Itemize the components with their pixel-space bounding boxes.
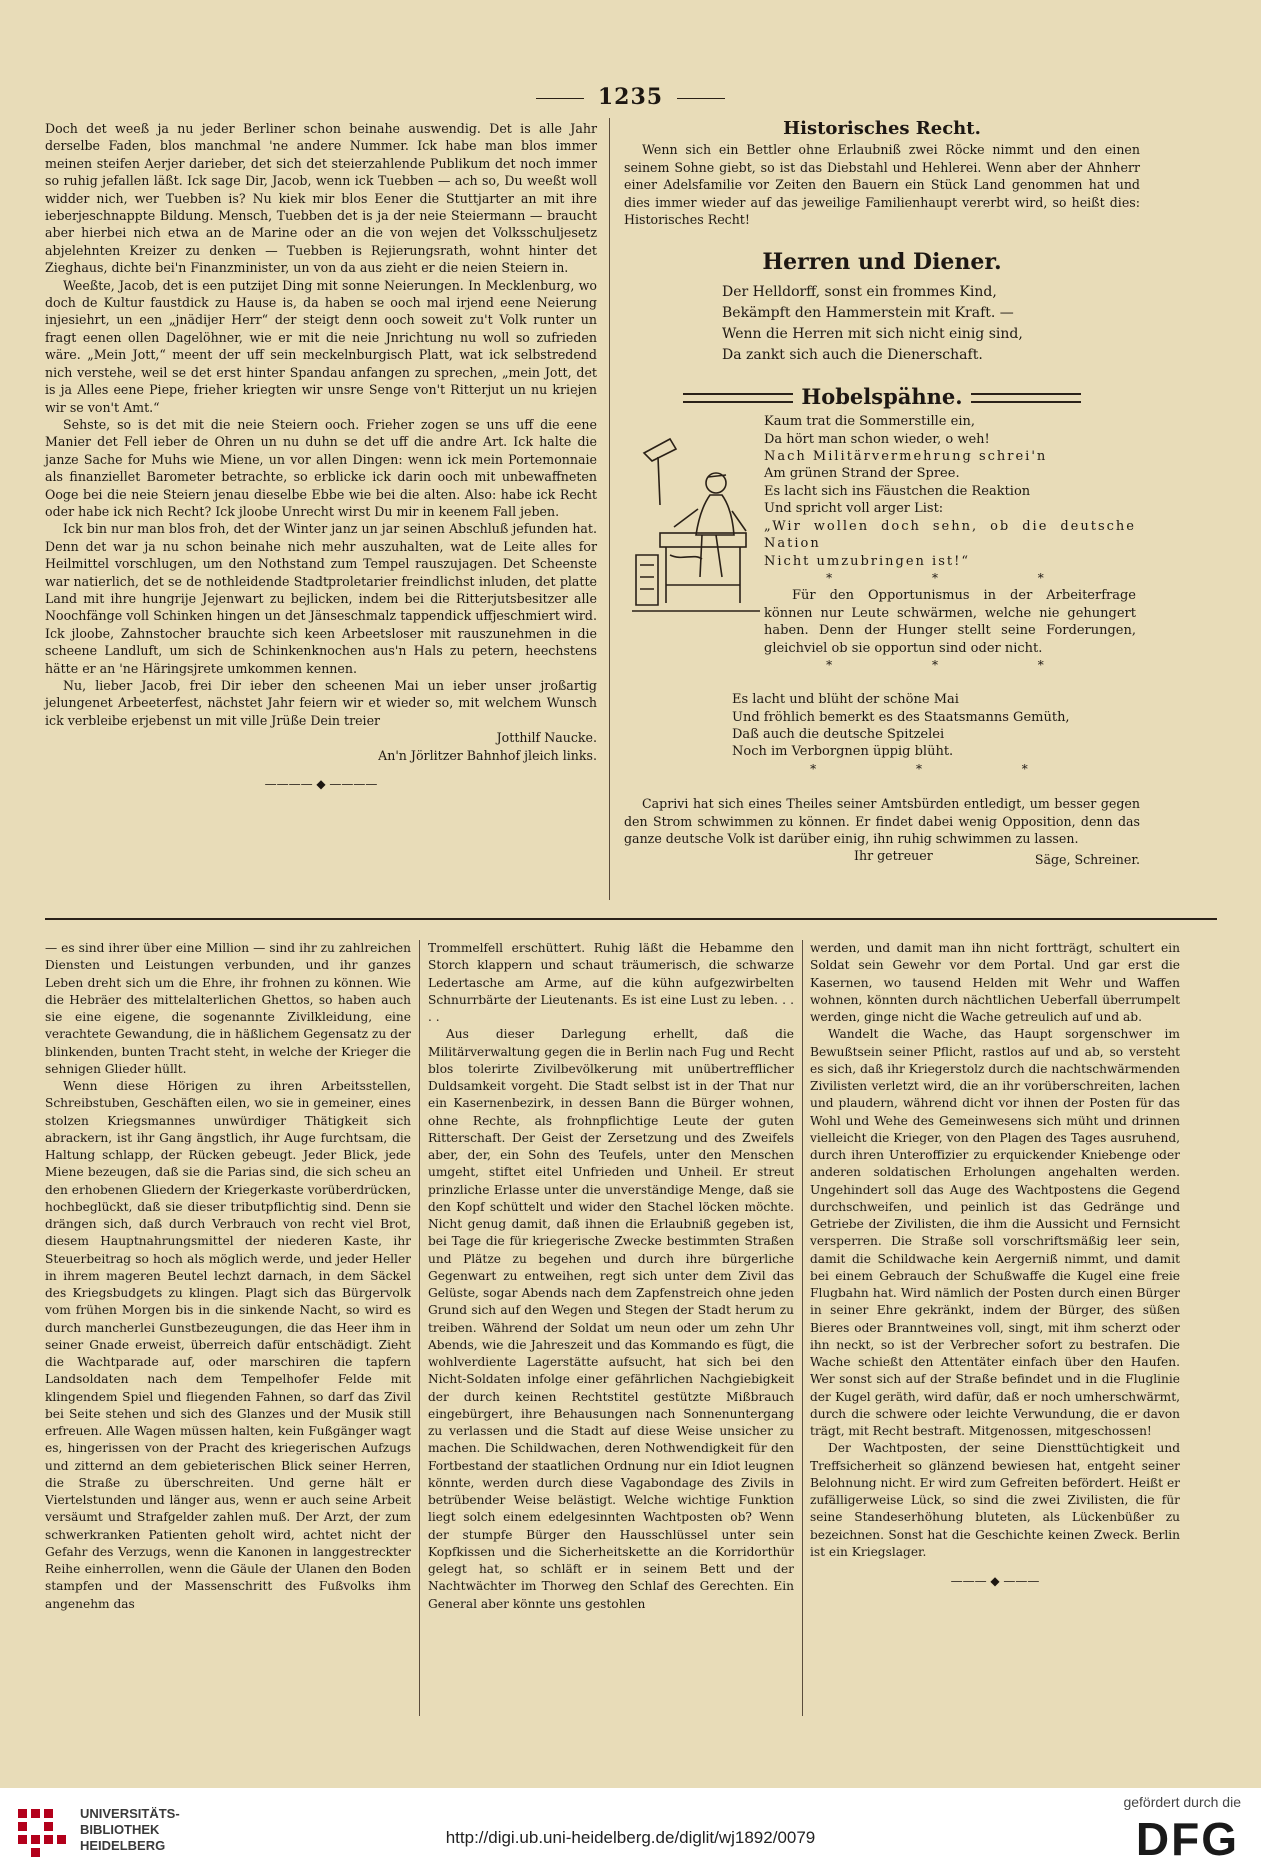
article-paragraph: Wandelt die Wache, das Haupt sorgenschwer im Bewußtsein seiner Pflicht, rastlos auf und ab, so versteht es sich, daß ihr Kriegerstolz durch die nachtschwärmenden Zivilisten verletzt wird, die an ihr vorüberschreiten, lachen und plaudern, während dicht vor ihnen der Posten für das Wohl und Wehe des Gemeinwesens sich müht und drinnen vielleicht die Krieger, von den Plagen des Tages ausruhend, durch ihren Unteroffizier zu erquickender Kniebenge oder anderen soldatischen Erholungen angehalten werden. Ungehindert soll das Auge des Wachtpostens die Gegend durchschweifen, und peinlich ist das Gedränge und Getriebe der Zivilisten, die ihm die Aussicht und Fernsicht versperren. Die Straße soll vorschriftsmäßig leer sein, damit die Schildwache kein Aergerniß nimmt, und damit bei einem Gebrauch der Schußwaffe die Kugel eine freie Flugbahn hat. Wird nämlich der Posten durch einen Bürger in seiner Ehre gekränkt, indem der Bürger, des süßen Bieres oder Branntweines voll, singt, mit ihm scherzt oder ihn neckt, so ist der Verbrecher sofort zu bestrafen. Die Wache schießt den Attentäter einfach über den Haufen. Wer sonst sich auf der Straße befindet und in die Fluglinie der Kugel geräth, wird dafür, daß er noch umherschwärmt, durch die schwere oder leichte Verwundung, die er davon trägt, mit Recht bestraft. Mitgenossen, mitgeschossen! (810, 1027, 1180, 1438)
verse-line: Der Helldorff, sonst ein frommes Kind, (722, 283, 997, 300)
page-number-text: 1235 (597, 84, 664, 110)
caprivi-paragraph-block (624, 795, 1140, 867)
letter-paragraph: Weeßte, Jacob, det is een putzijet Ding mit sonne Neierungen. In Mecklenburg, wo doch de Kultur faustdick zu Hause is, da haben se ooch mal irjend eene Neierung injesiehrt, un een „jnädijer Herr“ der steigt denn ooch soweit zu't Volk runter un fragt eenen ollen Dagelöhner, wie er mit die neie Jnrichtung nu woll so zufrieden wäre. „Mein Jott,“ meent der uff sein meckelnburgisch Platt, wat ick selbstredend nich verstehe, weil se det erst hinter Spandau anfangen zu sprechen, „mein Jott, det is ja Alles eene Piepe, frieher kriegten wir unsre Senge von't Ritterjut un nu kriejen wir se von't Amt.“ (45, 277, 597, 415)
verse-line: Da zankt sich auch die Dienerschaft. (722, 346, 983, 363)
section-title-herren-und-diener: Herren und Diener. (762, 249, 1002, 276)
dfg-logo: DFG (1135, 1813, 1239, 1865)
divider-ornament: ——— ◆ ——— (950, 1574, 1040, 1588)
article-paragraph: Aus dieser Darlegung erhellt, daß die Militärverwaltung gegen die in Berlin nach Fug und Recht blos tolerirte Zivilbevölkerung mit unübertrefflicher Duldsamkeit vorgeht. Die Stadt selbst ist in der That nur ein Kasernenbezirk, in dessen Bann die Bürger wohnen, ohne Rechte, als frohnpflichtige Leute der guten Ritterschaft. Der Geist der Zersetzung und des Zweifels aber, der, ein Sohn des Teufels, unter den Menschen umgeht, stiftet eitel Unfrieden und Unheil. Er streut prinzliche Erlasse unter die unverständige Menge, daß sie den Kopf schüttelt und wider den Stachel löcken möchte. Nicht genug damit, daß ihnen die Erlaubniß gegeben ist, bei Tage die für kriegerische Zwecke bestimmten Straßen und Plätze zu begehen und durch ihre bürgerliche Gegenwart zu entweihen, regt sich unter dem Zivil das Gelüste, sogar Abends nach dem Zapfenstreich ohne jeden Grund sich auf den Wegen und Stegen der Stadt herum zu treiben. Während der Soldat um neun oder um zehn Uhr Abends, wie die Jahreszeit und das Kommando es fügt, die wohlverdiente Lagerstätte aufsucht, hat sich bei den Nicht-Soldaten infolge einer gefährlichen Nachgiebigkeit der durch keinen Rechtstitel gestützte Mißbrauch eingebürgert, ihre Behausungen nach Sonnenuntergang zu verlassen und die Stadt auf diese Weise unsicher zu machen. Die Schildwachen, deren Nothwendigkeit für den Fortbestand der staatlichen Ordnung nur ein Idiot leugnen könnte, werden durch diese Vagabondage des Zivils in betrübender Weise belästigt. Welche wichtige Funktion liegt solch einem edelgesinnten Wachtposten ob? Wenn der stumpfe Bürger den Hausschlüssel unter sein Kopfkissen und die Sicherheitskette an die Korridorthür gelegt hat, so schläft er in seinem Bett und der Nachtwächter im Thorweg den Schlaf des Gerechten. Ein General aber könnte uns gestohlen (428, 1027, 794, 1611)
column-divider (609, 118, 610, 900)
poem-line: Da hört man schon wieder, o weh! (764, 431, 990, 447)
closing-signature: Säge, Schreiner. (1034, 852, 1140, 868)
header-ornament-left (683, 393, 793, 403)
page-number (0, 84, 1261, 110)
page-number-rule-right (677, 98, 725, 99)
library-name-line: UNIVERSITÄTS- (80, 1806, 180, 1821)
poem-line: Nicht umzubringen ist!“ (764, 553, 970, 569)
article-paragraph: Der Wachtposten, der seine Diensttüchtigkeit und Treffsicherheit so glänzend bewiesen hat, entgeht seiner Belohnung nicht. Er wird zum Gefreiten befördert. Heißt er zufälligerweise Lück, so sind die zwei Zivilisten, die für seine Standeserhöhung bluteten, als Lückenbüßer zu bezeichnen. Sonst hat die Geschichte keinen Zweck. Berlin ist ein Kriegslager. (810, 1441, 1180, 1559)
opportunismus-paragraph: Für den Opportunismus in der Arbeiterfrage können nur Leute schwärmen, welche nie gehungert haben. Denn der Hunger stellt seine Forderungen, gleichviel ob sie opportun sind oder nicht. (764, 588, 1136, 656)
poem-line: Nach Militärvermehrung schrei'n (764, 449, 1048, 465)
poem-line: Und spricht voll arger List: (764, 501, 944, 517)
poem-line: Am grünen Strand der Spree. (764, 466, 960, 482)
article-paragraph: werden, und damit man ihn nicht fortträgt, schultert ein Soldat sein Gewehr vor dem Portal. Und gar erst die Kasernen, wo tausend Helden mit Wehr und Waffen wohnen, könnten durch nächtlichen Ueberfall überrumpelt werden, ginge nicht die Wache getreulich auf und ab. (810, 941, 1180, 1024)
verse-line: Bekämpft den Hammerstein mit Kraft. — (722, 304, 1014, 321)
poem-line: Daß auch die deutsche Spitzelei (732, 727, 945, 743)
poem-line: Es lacht und blüht der schöne Mai (732, 692, 959, 708)
page-number-rule-left (536, 98, 584, 99)
letter-signature: Jotthilf Naucke. (496, 730, 597, 746)
article-paragraph: Wenn diese Hörigen zu ihren Arbeitsstellen, Schreibstuben, Geschäften eilen, wo sie in gemeiner, eines stolzen Kriegsmannes unwürdiger Thätigkeit sich abrackern, ist ihr Gang ängstlich, ihr Auge furchtsam, die Haltung schlapp, der Rücken gebeugt. Jeder Blick, jede Miene bezeugen, daß sie die Parias sind, die sich scheu an den erhobenen Gliedern der Kriegerkaste vorüberdrücken, hochbeglückt, daß sie dieser tributpflichtig sind. Denn sie drängen sich, daß durch Verbrauch von recht viel Brot, diesem Hauptnahrungsmittel der niederen Kaste, ihr Steuerbeitrag so hoch als möglich werde, und jeder Heller in ihrem mageren Beutel lechzt darnach, in dem Säckel des Kriegsbudgets zu klingen. Plagt sich das Bürgervolk vom frühen Morgen bis in die sinkende Nacht, so wird es durch mancherlei Gunstbezeugungen, die das Heer ihm in seiner Gnade erweist, überreich dafür entschädigt. Zieht die Wachtparade auf, oder marschiren die tapfern Landsoldaten nach dem Tempelhofer Felde mit klingendem Spiel und fliegenden Fahnen, so darf das Zivil bei Seite stehen und sich des Glanzes und der Musik still erfreuen. Alle Wagen müssen halten, kein Fußgänger wagt es, hingerissen von der Pracht des kriegerischen Aufzugs und zitternd an dem gebieterischen Blick seiner Herren, die Straße zu überschreiten. Und gerne hält er Viertelstunden und länger aus, wenn er auch seine Arbeit versäumt und Strafgelder zahlen muß. Der Arzt, der zum schwerkranken Patienten geholt wird, achtet nicht der Gefahr des Verzugs, wenn die Kanonen in langgestreckter Reihe einherrollen, wenn die Gäule der Ulanen den Boden stampfen und der Massenschritt des Fußvolks ihm angenehm das (45, 1079, 411, 1611)
poem-line: Und fröhlich bemerkt es des Staatsmanns Gemüth, (732, 709, 1070, 725)
satire-column (624, 118, 1140, 868)
stars-divider: * * * (810, 761, 1076, 776)
poem-sommerstille (764, 413, 1136, 674)
letter-paragraph: Doch det weeß ja nu jeder Berliner schon beinahe auswendig. Det is alle Jahr derselbe Faden, blos manchmal 'ne andere Nummer. Ick habe man blos immer meinen steifen Aerjer darieber, det sich det steierzahlende Publikum det noch immer so ruhig jefallen läßt. Ick sage Dir, Jacob, wenn ick Tuebben — ach so, Du weeßt woll widder nich, wer Tuebben is? Nu kiek mir blos Eener die Stuttjarter an mit ihre ieberjeschnappte Bildung. Mensch, Tuebben det is ja der neie Steiermann — braucht aber hierbei nich etwa an de Marine oder an die von wejen det Volksschuljesetz abjelehnten Kreizer zu denken — Tuebben is Rejierungsrath, wohnt hinter det Zieghaus, dichte bei'n Finanzminister, un von da aus zieht er die neien Steiern in. (45, 121, 597, 276)
source-url[interactable]: http://digi.ub.uni-heidelberg.de/diglit/wj1892/0079 (445, 1828, 816, 1847)
library-name-line: BIBLIOTHEK (80, 1822, 160, 1837)
article-paragraph: Trommelfell erschüttert. Ruhig läßt die Hebamme den Storch klappern und schaut träumerisch, die schwarze Ledertasche am Arme, auf die kühn aufgezwirbelten Schnurrbärte der Lieutenants. Es ist eine Lust zu leben. . . . . (428, 941, 794, 1024)
section-title-historisches-recht: Historisches Recht. (783, 118, 981, 139)
caprivi-paragraph: Caprivi hat sich eines Theiles seiner Amtsbürden entledigt, um besser gegen den Strom schwimmen zu können. Er findet dabei wenig Opposition, denn das ganze deutsche Volk ist darüber einig, ihn ruhig schwimmen zu lassen. (624, 796, 1140, 847)
header-ornament-right (971, 393, 1081, 403)
funding-label: gefördert durch die (1123, 1794, 1241, 1810)
poem-line: „Wir wollen doch sehn, ob die deutsche Nation (764, 518, 1136, 552)
section-text-historisches-recht: Wenn sich ein Bettler ohne Erlaubniß zwei Röcke nimmt und den einen seinem Sohne giebt, so ist das Diebstahl und Hehlerei. Wenn aber der Ahnherr einer Adelsfamilie vor Zeiten den Bauern ein Stück Land genommen hat und dies immer wieder auf das jeweilige Familienhaupt vererbt wird, so heißt dies: Historisches Recht! (624, 142, 1140, 228)
section-header-hobelspaehne (624, 383, 1140, 409)
library-name-line: HEIDELBERG (80, 1838, 166, 1853)
stars-divider: * * * (826, 570, 1092, 585)
closing-line (624, 847, 1140, 867)
closing-text: Ihr getreuer (854, 848, 933, 864)
horizontal-rule (45, 918, 1217, 920)
letter-column (45, 120, 597, 793)
bottom-column-2 (428, 940, 794, 1613)
poem-mai (732, 691, 1136, 778)
stars-divider: * * * (826, 657, 1092, 672)
column-divider (419, 940, 420, 1716)
poem-line: Es lacht sich ins Fäustchen die Reaktion (764, 483, 1031, 499)
poem-line: Kaum trat die Sommerstille ein, (764, 414, 975, 430)
digitization-footer (0, 1788, 1261, 1870)
bottom-column-3 (810, 940, 1180, 1590)
column-divider (802, 940, 803, 1716)
divider-ornament: ———— ◆ ———— (264, 777, 378, 792)
article-paragraph: — es sind ihrer über eine Million — sind ihr zu zahlreichen Diensten und Leistungen verbunden, und ihr ganzes Leben dreht sich um die Ehre, ihr frohnen zu können. Wie die Hebräer des mittelalterlichen Ghettos, so haben auch sie eine eigene, die sogenannte Zivilkleidung, eine verachtete Gewandung, die in häßlichem Gegensatz zu der blinkenden, bunten Tracht steht, in welche der Krieger die sehnigen Glieder hüllt. (45, 941, 411, 1076)
bottom-column-1 (45, 940, 411, 1613)
poem-line: Noch im Verborgnen üppig blüht. (732, 744, 954, 760)
letter-signature-address: An'n Jörlitzer Bahnhof jleich links. (378, 747, 597, 763)
section-title-hobelspaehne: Hobelspähne. (801, 383, 963, 409)
carpenter-illustration (630, 435, 762, 615)
letter-paragraph: Nu, lieber Jacob, frei Dir ieber den scheenen Mai un ieber unser jroßartig jelungenet Arbeeterfest, nächstet Jahr feiern wir et wieder so, mit welchem Wunsch ick verbleibe erjebenst un mit ville Jrüße Dein treier (45, 678, 597, 728)
hobelspaehne-block (624, 413, 1140, 868)
letter-paragraph: Ick bin nur man blos froh, det der Winter janz un jar seinen Abschluß jefunden hat. Denn det war ja nu schon beinahe nich mehr auszuhalten, wat de Leite alles for Heilmittel vorschlugen, um den Nothstand zum Tempel rauszujagen. Det Scheenste war natierlich, det se de nothleidende Stadtproletarier freindlichst inluden, det platte Land mit ihre hungrije Jejenwart zu bejlicken, indem bei die Ritterjutsbesitzer alle Noochfänge voll Schinken hingen un det Jänseschmalz tappendick uffjeschmiert wird. Ick jloobe, Zahnstocher brauchte sich keen Arbeetsloser mit rauszunehmen in die scheene Landluft, um sich de Schinkenknochen aus'n Hals zu petern, heechstens hätte er an 'ne Häringsjrete umkommen kennen. (45, 521, 597, 676)
verse-herren-und-diener (722, 282, 1140, 366)
verse-line: Wenn die Herren mit sich nicht einig sind, (722, 325, 1023, 342)
letter-paragraph: Sehste, so is det mit die neie Steiern ooch. Frieher zogen se uns uff die eene Manier det Fell ieber de Ohren un nu duhn se det uff die andre Art. Ick halte die janze Sache for Muhs wie Miene, un vor allen Dingen: wenn ick mein Portemonnaie als finanziellet Barometer betrachte, so erblicke ick darin ooch mit unbewaffneten Ooge bei die neie Steiern jenau dieselbe Ebbe wie bei die alten. Also: habe ick Recht oder habe ick nich Recht? Ick jloobe Unrecht wirst Du mir in keenem Fall jeben. (45, 416, 597, 519)
